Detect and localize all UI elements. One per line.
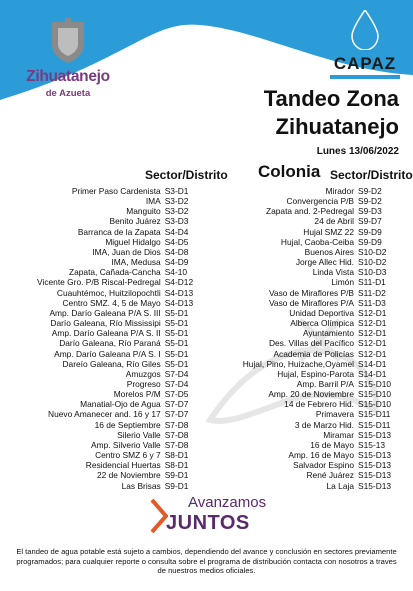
sector-code: S5-D1 [164, 307, 189, 318]
left-colonia-list [0, 186, 200, 491]
sector-code: S7-D8 [164, 439, 189, 450]
colonia-name: Primer Paso Cardenista [71, 186, 161, 196]
list-item [206, 430, 411, 440]
colonia-name: Dareío Galeana, Río Giles [62, 358, 161, 369]
coat-of-arms-icon [48, 18, 88, 64]
list-item [0, 470, 200, 480]
list-item [206, 409, 411, 419]
sector-code: S15-D10 [358, 399, 392, 410]
sector-code: S7-D4 [164, 378, 189, 389]
sector-code: S15-D10 [358, 389, 392, 400]
colonia-name: Miramar [323, 429, 354, 440]
list-item [206, 206, 411, 216]
sector-code: S10-D2 [358, 257, 387, 268]
sector-code: S5-D1 [164, 358, 189, 369]
sector-code: S9-D2 [358, 196, 382, 207]
colonia-name: 14 de Febrero Hid. [284, 399, 354, 410]
colonia-name: Las Brisas [121, 480, 161, 491]
list-item [0, 369, 200, 379]
list-item [0, 247, 200, 257]
sector-code: S15-D13 [358, 429, 392, 440]
list-item [0, 216, 200, 226]
sector-code: S15-13 [358, 439, 386, 450]
avanzamos-juntos-logo [150, 494, 290, 538]
sector-code: S9-D3 [358, 206, 382, 217]
water-drop-icon [350, 10, 380, 50]
sector-code: S7-D8 [164, 419, 189, 430]
column-header-sector-right: Sector/Distrito [330, 168, 413, 182]
sector-code: S5-D1 [164, 348, 189, 359]
list-item [0, 237, 200, 247]
colonia-name: Convergencia P/B [286, 196, 354, 207]
sector-code: S12-D1 [358, 307, 387, 318]
colonia-name: 22 de Noviembre [96, 470, 161, 481]
sector-code: S15-D13 [358, 450, 392, 461]
colonia-name: Amp. Darío Galeana P/A S. II [51, 328, 161, 339]
list-item [206, 247, 411, 257]
sector-code: S15-D13 [358, 460, 392, 471]
list-item [206, 369, 411, 379]
sector-code: S8-D1 [164, 460, 189, 471]
colonia-name: Limón [331, 277, 354, 288]
sector-code: S4-D4 [164, 226, 189, 237]
colonia-name: Vicente Gro. P/B Riscal-Pedregal [37, 277, 161, 288]
list-item [206, 379, 411, 389]
list-item [206, 196, 411, 206]
sector-code: S12-D1 [358, 328, 387, 339]
colonia-name: Manguito [126, 206, 161, 217]
sector-code: S9-D1 [164, 480, 189, 491]
sector-code: S8-D1 [164, 450, 189, 461]
list-item [0, 379, 200, 389]
list-item [206, 450, 411, 460]
colonia-name: Amp. Darío Galeana P/A S. I [54, 348, 161, 359]
colonia-name: Barranca de la Zapata [77, 226, 161, 237]
municipality-name: Zihuatanejo [26, 68, 110, 85]
page-title-line1: Tandeo Zona [263, 86, 399, 111]
sector-code: S9-D7 [358, 216, 382, 227]
colonia-name: Amp. Silverio Valle [91, 439, 161, 450]
colonia-name: IMA, Juan de Dios [92, 246, 161, 257]
list-item [206, 257, 411, 267]
sector-code: S11-D1 [358, 277, 386, 288]
list-item [206, 277, 411, 287]
sector-code: S4-D12 [164, 277, 194, 288]
slogan-top: Avanzamos [188, 494, 267, 511]
colonia-name: Centro SMZ. 4, 5 de Mayo [62, 297, 161, 308]
list-item [206, 298, 411, 308]
list-item [206, 470, 411, 480]
slogan-bottom: JUNTOS [166, 512, 250, 534]
list-item [0, 277, 200, 287]
colonia-name: 16 de Mayo [310, 439, 354, 450]
list-item [0, 186, 200, 196]
sector-code: S7-D4 [164, 368, 189, 379]
colonia-name: Vaso de Miraflores P/A [268, 297, 354, 308]
list-item [206, 349, 411, 359]
list-item [0, 430, 200, 440]
colonia-name: Hujal, Espino-Parota [277, 368, 354, 379]
column-header-sector-left: Sector/Distrito [145, 168, 228, 182]
list-item [206, 399, 411, 409]
list-item [0, 420, 200, 430]
sector-code: S10-D2 [358, 246, 387, 257]
colonia-name: La Laja [326, 480, 354, 491]
list-item [206, 267, 411, 277]
sector-code: S3-D2 [164, 196, 189, 207]
sector-code: S3-D1 [164, 186, 189, 196]
sector-code: S5-D1 [164, 328, 189, 339]
colonia-name: Zapata and. 2-Pedregal [266, 206, 354, 217]
list-item [0, 196, 200, 206]
colonia-name: IMA, Medusa [111, 257, 161, 268]
sector-code: S12-D1 [358, 348, 387, 359]
colonia-name: Progreso [126, 378, 161, 389]
sector-code: S5-D1 [164, 318, 189, 329]
colonia-name: Ayuntamiento [302, 328, 354, 339]
list-item [206, 237, 411, 247]
colonia-name: Cuauhtémoc, Huitzilopochtli [56, 287, 161, 298]
list-item [0, 257, 200, 267]
list-item [0, 440, 200, 450]
list-item [0, 288, 200, 298]
list-item [206, 359, 411, 369]
sector-code: S12-D1 [358, 318, 387, 329]
list-item [0, 460, 200, 470]
capaz-logo [320, 10, 410, 82]
list-item [206, 389, 411, 399]
sector-code: S15-D11 [358, 419, 391, 430]
sector-code: S11-D2 [358, 287, 386, 298]
list-item [0, 338, 200, 348]
schedule-date: Lunes 13/06/2022 [316, 146, 399, 157]
list-item [0, 409, 200, 419]
sector-code: S4-D13 [164, 297, 194, 308]
colonia-name: Unidad Deportiva [289, 307, 354, 318]
list-item [206, 460, 411, 470]
list-item [0, 227, 200, 237]
right-colonia-list [206, 186, 411, 491]
sector-code: S15-D10 [358, 378, 392, 389]
list-item [206, 338, 411, 348]
colonia-name: Hujal, Caoba-Ceiba [280, 236, 354, 247]
colonia-name: 24 de Abril [314, 216, 354, 227]
municipality-logo [8, 18, 128, 108]
sector-code: S7-D7 [164, 399, 189, 410]
list-item [206, 288, 411, 298]
page-title-line2: Zihuatanejo [275, 114, 399, 139]
colonia-name: René Juárez [306, 470, 354, 481]
sector-code: S4-D13 [164, 287, 194, 298]
colonia-name: Des. Villas del Pacífico [268, 338, 354, 349]
sector-code: S3-D2 [164, 206, 189, 217]
list-item [0, 399, 200, 409]
sector-code: S7-D7 [164, 409, 189, 420]
list-item [206, 227, 411, 237]
sector-code: S4-10 [164, 267, 188, 278]
sector-code: S5-D1 [164, 338, 189, 349]
sector-code: S11-D3 [358, 297, 386, 308]
list-item [206, 308, 411, 318]
column-header-colonia: Colonia [258, 162, 321, 181]
colonia-name: Morelos P/M [113, 389, 161, 400]
colonia-name: Residencial Huertas [85, 460, 161, 471]
sector-code: S4-D9 [164, 257, 189, 268]
sector-code: S9-D9 [358, 226, 382, 237]
sector-code: S15-D13 [358, 470, 392, 481]
colonia-name: Benito Juárez [109, 216, 161, 227]
sector-code: S4-D5 [164, 236, 189, 247]
sector-code: S14-D1 [358, 368, 387, 379]
sector-code: S7-D8 [164, 429, 189, 440]
colonia-name: Miguel Hidalgo [105, 236, 161, 247]
sector-code: S15-D13 [358, 480, 392, 491]
list-item [206, 420, 411, 430]
list-item [0, 206, 200, 216]
colonia-name: Mirador [325, 186, 354, 196]
list-item [206, 318, 411, 328]
list-item [0, 318, 200, 328]
colonia-name: Darío Galeana, Río Mississipi [50, 318, 161, 329]
colonia-name: Salvador Espino [293, 460, 354, 471]
list-item [206, 186, 411, 196]
colonia-name: Hujal, Pino, Huizache,Oyamel [242, 358, 354, 369]
sector-code: S14-D1 [358, 358, 387, 369]
colonia-name: Hujal SMZ 22 [303, 226, 354, 237]
colonia-name: Amuzgos [125, 368, 161, 379]
sector-code: S15-D11 [358, 409, 391, 420]
sector-code: S10-D3 [358, 267, 387, 278]
list-item [0, 389, 200, 399]
colonia-name: Silerio Valle [117, 429, 161, 440]
colonia-name: Amp. 16 de Mayo [288, 450, 354, 461]
sector-code: S7-D5 [164, 389, 189, 400]
list-item [0, 267, 200, 277]
colonia-name: Jorge Allec Hid. [295, 257, 354, 268]
list-item [0, 450, 200, 460]
list-item [0, 349, 200, 359]
sector-code: S12-D1 [358, 338, 387, 349]
list-item [0, 481, 200, 491]
colonia-name: Alberca Olímpica [290, 318, 354, 329]
colonia-name: 16 de Septiembre [94, 419, 161, 430]
list-item [0, 298, 200, 308]
capaz-label: CAPAZ [333, 54, 397, 73]
colonia-name: Primavera [315, 409, 354, 420]
colonia-name: Zapata, Cañada-Cancha [68, 267, 161, 278]
list-item [206, 440, 411, 450]
list-item [0, 308, 200, 318]
sector-code: S9-D1 [164, 470, 189, 481]
colonia-name: IMA [145, 196, 161, 207]
colonia-name: Buenos Aires [304, 246, 354, 257]
capaz-underline [330, 75, 400, 79]
colonia-name: Amp. 20 de Noviembre [268, 389, 354, 400]
colonia-name: Amp. Darío Galeana P/A S. III [49, 307, 161, 318]
colonia-name: Nuevo Amanecer and. 16 y 17 [48, 409, 161, 420]
colonia-name: Darío Galeana, Río Paraná [59, 338, 161, 349]
list-item [0, 328, 200, 338]
list-item [206, 481, 411, 491]
disclaimer-text: El tandeo de agua potable está sujeto a cambios, dependiendo del avance y conclusión en sectores previamente programados; para cualquier reporte o consulta sobre el programa de distribución contacta con nosotros a traves de nuestros medios oficiales. [16, 547, 397, 576]
sector-code: S9-D9 [358, 236, 382, 247]
sector-code: S3-D3 [164, 216, 189, 227]
sector-code: S4-D8 [164, 246, 189, 257]
list-item [206, 328, 411, 338]
colonia-name: Linda Vista [312, 267, 354, 278]
colonia-name: 3 de Marzo Hid. [294, 419, 354, 430]
colonia-name: Manatial-Ojo de Agua [80, 399, 161, 410]
colonia-name: Academia de Policías [273, 348, 354, 359]
colonia-name: Vaso de Miraflores P/B [268, 287, 354, 298]
municipality-subtitle: de Azueta [45, 88, 91, 99]
list-item [206, 216, 411, 226]
colonia-name: Amp. Barril P/A [296, 378, 354, 389]
list-item [0, 359, 200, 369]
sector-code: S9-D2 [358, 186, 382, 196]
colonia-name: Centro SMZ 6 y 7 [95, 450, 161, 461]
